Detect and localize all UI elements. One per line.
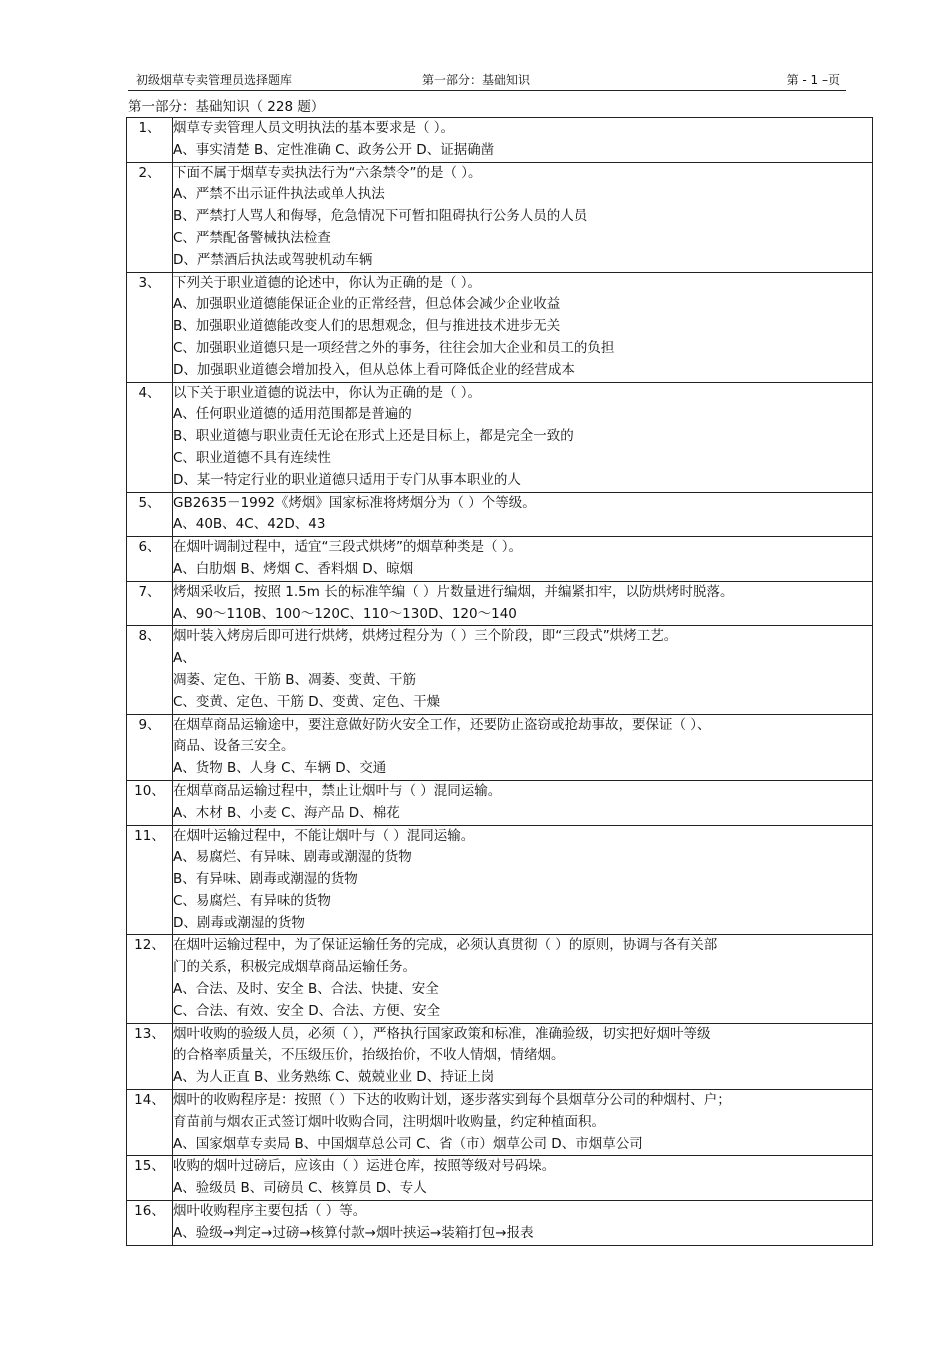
question-option-line: 商品、设备三安全。 <box>173 738 295 755</box>
question-option-line: A、90～110B、100～120C、110～130D、120～140 <box>173 605 517 622</box>
question-stem: 烟叶的收购程序是：按照（ ）下达的收购计划，逐步落实到每个县烟草分公司的种烟村、户； <box>173 1092 731 1109</box>
question-row <box>127 1090 873 1156</box>
question-option-line: C、职业道德不具有连续性 <box>173 449 331 466</box>
question-option-line: A、验级→判定→过磅→核算付款→烟叶挟运→装箱打包→报表 <box>173 1224 534 1241</box>
question-content <box>173 272 873 382</box>
question-stem: 在烟叶运输过程中，不能让烟叶与（ ）混同运输。 <box>173 827 475 844</box>
question-option-line: B、有异味、剧毒或潮湿的货物 <box>173 871 358 888</box>
question-content <box>173 1090 873 1156</box>
question-option-line: 的合格率质量关，不压级压价，抬级抬价，不收人情烟，情绪烟。 <box>173 1047 565 1064</box>
question-row <box>127 626 873 714</box>
question-option-line: D、严禁酒后执法或驾驶机动车辆 <box>173 251 373 268</box>
question-number: 1、 <box>127 118 173 163</box>
question-stem: 烤烟采收后，按照 1.5m 长的标准竿编（ ）片数量进行编烟，并编紧扣牢，以防烘烤时脱落。 <box>173 583 734 600</box>
question-stem: 烟叶收购的验级人员，必须（ ），严格执行国家政策和标准，准确验级，切实把好烟叶等级 <box>173 1025 711 1042</box>
question-number: 10、 <box>127 780 173 825</box>
question-content <box>173 1023 873 1089</box>
question-option-line: A、白肋烟 B、烤烟 C、香料烟 D、晾烟 <box>173 560 414 577</box>
question-stem: 收购的烟叶过磅后，应该由（ ）运进仓库，按照等级对号码垛。 <box>173 1158 556 1175</box>
question-option-line: C、严禁配备警械执法检查 <box>173 229 331 246</box>
question-option-line: D、加强职业道德会增加投入，但从总体上看可降低企业的经营成本 <box>173 361 575 378</box>
question-row <box>127 537 873 582</box>
question-option-line: D、剧毒或潮湿的货物 <box>173 914 305 931</box>
question-content <box>173 626 873 714</box>
question-content <box>173 382 873 492</box>
question-stem: GB2635－1992《烤烟》国家标准将烤烟分为（ ）个等级。 <box>173 494 536 511</box>
question-option-line: A、木材 B、小麦 C、海产品 D、棉花 <box>173 804 400 821</box>
question-number: 3、 <box>127 272 173 382</box>
question-number: 12、 <box>127 935 173 1023</box>
question-content <box>173 1156 873 1201</box>
question-row <box>127 162 873 272</box>
question-content <box>173 825 873 935</box>
question-table <box>126 117 873 1246</box>
header-page-number: 第 - 1 –页 <box>786 73 840 87</box>
question-number: 7、 <box>127 581 173 626</box>
question-row <box>127 780 873 825</box>
question-number: 15、 <box>127 1156 173 1201</box>
question-number: 6、 <box>127 537 173 582</box>
question-option-line: A、40B、4C、42D、43 <box>173 516 326 533</box>
question-row <box>127 492 873 537</box>
question-number: 5、 <box>127 492 173 537</box>
question-row <box>127 1156 873 1201</box>
question-option-line: D、某一特定行业的职业道德只适用于专门从事本职业的人 <box>173 471 521 488</box>
section-title: 第一部分：基础知识（ 228 题） <box>128 99 325 115</box>
question-content <box>173 780 873 825</box>
question-content <box>173 714 873 780</box>
question-content <box>173 581 873 626</box>
question-row <box>127 581 873 626</box>
question-option-line: A、为人正直 B、业务熟练 C、兢兢业业 D、持证上岗 <box>173 1069 495 1086</box>
question-option-line: A、事实清楚 B、定性准确 C、政务公开 D、证据确凿 <box>173 141 495 158</box>
question-option-line: A、 <box>173 650 196 667</box>
question-number: 8、 <box>127 626 173 714</box>
question-stem: 在烟草商品运输途中，要注意做好防火安全工作，还要防止盗窃或抢劫事故，要保证（ ）、 <box>173 716 711 733</box>
question-option-line: 凋萎、定色、干筋 B、凋萎、变黄、干筋 <box>173 671 417 688</box>
question-stem: 以下关于职业道德的说法中，你认为正确的是（ ）。 <box>173 384 482 401</box>
question-option-line: C、易腐烂、有异味的货物 <box>173 892 331 909</box>
question-option-line: C、变黄、定色、干筋 D、变黄、定色、干燥 <box>173 693 441 710</box>
question-row <box>127 714 873 780</box>
question-content <box>173 118 873 163</box>
question-option-line: A、易腐烂、有异味、剧毒或潮湿的货物 <box>173 849 412 866</box>
question-stem: 烟叶收购程序主要包括（ ）等。 <box>173 1203 367 1220</box>
question-row <box>127 1201 873 1246</box>
question-row <box>127 272 873 382</box>
question-stem: 在烟草商品运输过程中，禁止让烟叶与（ ）混同运输。 <box>173 782 502 799</box>
question-stem: 在烟叶运输过程中，为了保证运输任务的完成，必须认真贯彻（ ）的原则，协调与各有关部 <box>173 937 718 954</box>
question-content <box>173 537 873 582</box>
page-header <box>128 68 846 91</box>
question-option-line: A、国家烟草专卖局 B、中国烟草总公司 C、省（市）烟草公司 D、市烟草公司 <box>173 1135 643 1152</box>
question-option-line: 门的关系，积极完成烟草商品运输任务。 <box>173 959 416 976</box>
question-stem: 烟叶装入烤房后即可进行烘烤，烘烤过程分为（ ）三个阶段，即“三段式”烘烤工艺。 <box>173 628 678 645</box>
question-content <box>173 1201 873 1246</box>
question-option-line: 育苗前与烟农正式签订烟叶收购合同，注明烟叶收购量，约定种植面积。 <box>173 1113 605 1130</box>
question-number: 9、 <box>127 714 173 780</box>
header-doc-title: 初级烟草专卖管理员选择题库 <box>136 73 293 87</box>
question-number: 16、 <box>127 1201 173 1246</box>
question-row <box>127 935 873 1023</box>
question-option-line: A、严禁不出示证件执法或单人执法 <box>173 186 385 203</box>
question-number: 11、 <box>127 825 173 935</box>
question-row <box>127 825 873 935</box>
question-number: 14、 <box>127 1090 173 1156</box>
header-section: 第一部分：基础知识 <box>422 73 531 87</box>
question-row <box>127 118 873 163</box>
question-content <box>173 935 873 1023</box>
question-option-line: A、加强职业道德能保证企业的正常经营，但总体会减少企业收益 <box>173 296 561 313</box>
question-number: 13、 <box>127 1023 173 1089</box>
question-option-line: C、合法、有效、安全 D、合法、方便、安全 <box>173 1002 441 1019</box>
question-option-line: C、加强职业道德只是一项经营之外的事务，往往会加大企业和员工的负担 <box>173 339 615 356</box>
question-option-line: A、合法、及时、安全 B、合法、快捷、安全 <box>173 981 439 998</box>
question-content <box>173 492 873 537</box>
question-number: 2、 <box>127 162 173 272</box>
question-number: 4、 <box>127 382 173 492</box>
question-option-line: A、任何职业道德的适用范围都是普遍的 <box>173 406 412 423</box>
question-stem: 烟草专卖管理人员文明执法的基本要求是（ ）。 <box>173 120 455 136</box>
question-stem: 下面不属于烟草专卖执法行为“六条禁令”的是（ ）。 <box>173 164 482 181</box>
question-option-line: B、职业道德与职业责任无论在形式上还是目标上，都是完全一致的 <box>173 428 574 445</box>
question-row <box>127 1023 873 1089</box>
question-content <box>173 162 873 272</box>
question-stem: 在烟叶调制过程中，适宜“三段式烘烤”的烟草种类是（ ）。 <box>173 539 523 556</box>
question-row <box>127 382 873 492</box>
question-option-line: A、验级员 B、司磅员 C、核算员 D、专人 <box>173 1180 427 1197</box>
question-option-line: A、货物 B、人身 C、车辆 D、交通 <box>173 760 387 777</box>
question-stem: 下列关于职业道德的论述中，你认为正确的是（ ）。 <box>173 274 482 291</box>
question-option-line: B、严禁打人骂人和侮辱，危急情况下可暂扣阻碍执行公务人员的人员 <box>173 208 588 225</box>
question-option-line: B、加强职业道德能改变人们的思想观念，但与推进技术进步无关 <box>173 318 561 335</box>
